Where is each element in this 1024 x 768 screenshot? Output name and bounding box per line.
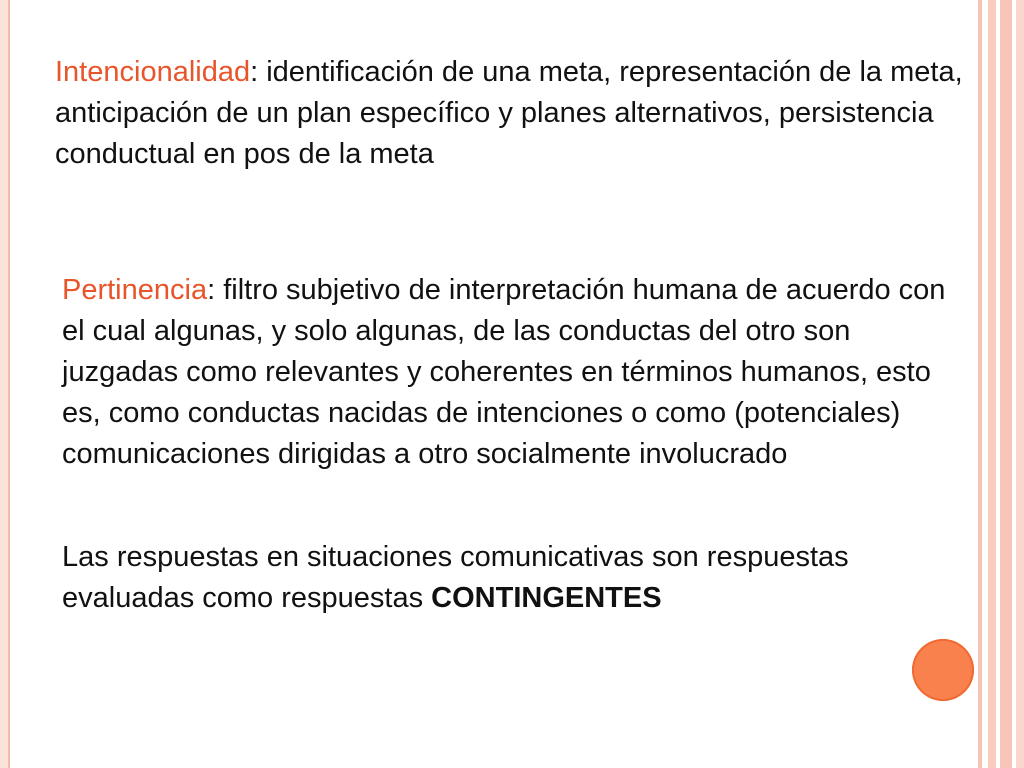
right-border-stripes [978,0,1024,768]
respuestas-text: Las respuestas en situaciones comunicativas son respuestas evaluadas como respuestas [62,541,849,614]
right-stripe [1000,0,1012,768]
right-stripe [988,0,996,768]
left-border-decoration [0,0,10,768]
pertinencia-paragraph [62,270,962,475]
intencionalidad-definition: : identificación de una meta, representación de la meta, anticipación de un plan específico y planes alternativos, persistencia conductual en pos de la meta [55,56,963,170]
pertinencia-definition: : filtro subjetivo de interpretación humana de acuerdo con el cual algunas, y solo algunas, de las conductas del otro son juzgadas como relevantes y coherentes en términos humanos, esto es, como conductas nacidas de intenciones o como (potenciales) comunicaciones dirigidas a otro socialmente involucrado [62,274,946,470]
decorative-circle [912,639,974,701]
respuestas-paragraph [62,537,962,619]
intencionalidad-paragraph [55,52,970,175]
contingentes-emphasis: CONTINGENTES [431,582,662,614]
intencionalidad-term: Intencionalidad [55,56,251,88]
pertinencia-term: Pertinencia [62,274,208,306]
right-stripe [1016,0,1024,768]
